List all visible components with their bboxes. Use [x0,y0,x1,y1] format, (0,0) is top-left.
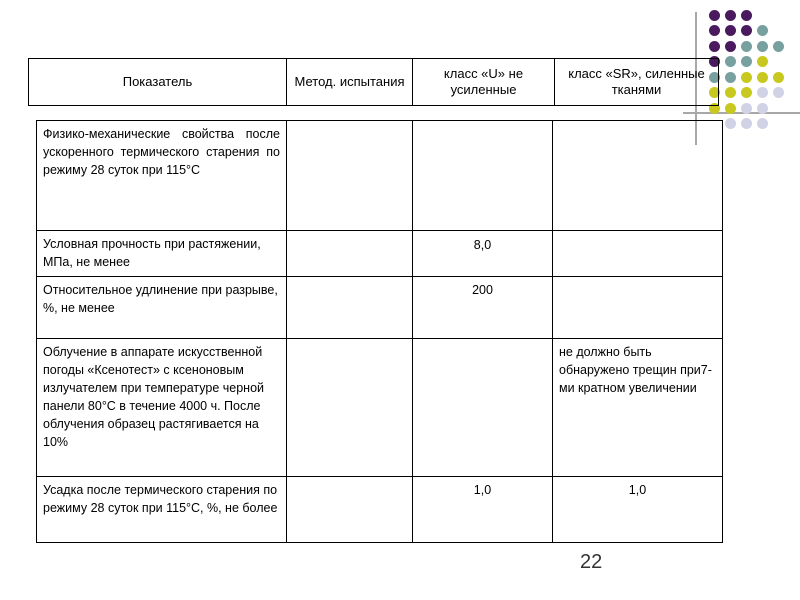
header-row [29,59,719,106]
header-indicator: Показатель [29,59,287,106]
row-class-sr [553,121,723,231]
dot [709,25,720,36]
dot [709,10,720,21]
properties-table [36,120,723,543]
row-method [287,231,413,277]
dot [709,41,720,52]
dot [757,103,768,114]
decor-dot-grid [709,10,789,130]
table-row [37,277,723,339]
row-label: Условная прочность при растяжении, МПа, не менее [37,231,287,277]
row-label: Физико-механические свойства после ускоренного термического старения по режиму 28 суток при 115°C [37,121,287,231]
row-method [287,277,413,339]
row-method [287,339,413,477]
dot [757,41,768,52]
dot [741,25,752,36]
dot [757,56,768,67]
row-class-sr [553,277,723,339]
dot [773,72,784,83]
row-label: Усадка после термического старения по режиму 28 суток при 115°C, %, не более [37,477,287,543]
page-number: 22 [580,551,603,573]
dot [757,72,768,83]
row-class-sr: 1,0 [553,477,723,543]
row-label: Облучение в аппарате искусственной погоды «Ксенотест» с ксеноновым излучателем при температуре черной панели 80°C в течение 4000 ч. После облучения образец растягивается на 10% [37,339,287,477]
dot [741,118,752,129]
dot [741,103,752,114]
row-class-sr: не должно быть обнаружено трещин при7-ми кратном увеличении [553,339,723,477]
dot [757,118,768,129]
dot [741,87,752,98]
row-class-u: 1,0 [413,477,553,543]
header-class-sr: класс «SR», силенные тканями [555,59,719,106]
dot [741,72,752,83]
row-class-u: 8,0 [413,231,553,277]
table-row [37,339,723,477]
dot [725,41,736,52]
row-label: Относительное удлинение при разрыве, %, не менее [37,277,287,339]
row-class-u: 200 [413,277,553,339]
dot [725,118,736,129]
row-class-u [413,121,553,231]
dot [725,72,736,83]
table-row [37,477,723,543]
dot [725,25,736,36]
header-table [28,58,719,106]
dot [741,41,752,52]
dot [741,10,752,21]
dot [757,25,768,36]
row-class-sr [553,231,723,277]
header-test-method: Метод. испытания [287,59,413,106]
row-method [287,477,413,543]
row-method [287,121,413,231]
dot [773,41,784,52]
row-class-u [413,339,553,477]
dot [725,10,736,21]
dot [741,56,752,67]
header-class-u: класс «U» не усиленные [413,59,555,106]
table-row [37,231,723,277]
dot [773,87,784,98]
dot [725,87,736,98]
dot [757,87,768,98]
table-row [37,121,723,231]
dot [725,56,736,67]
dot [725,103,736,114]
